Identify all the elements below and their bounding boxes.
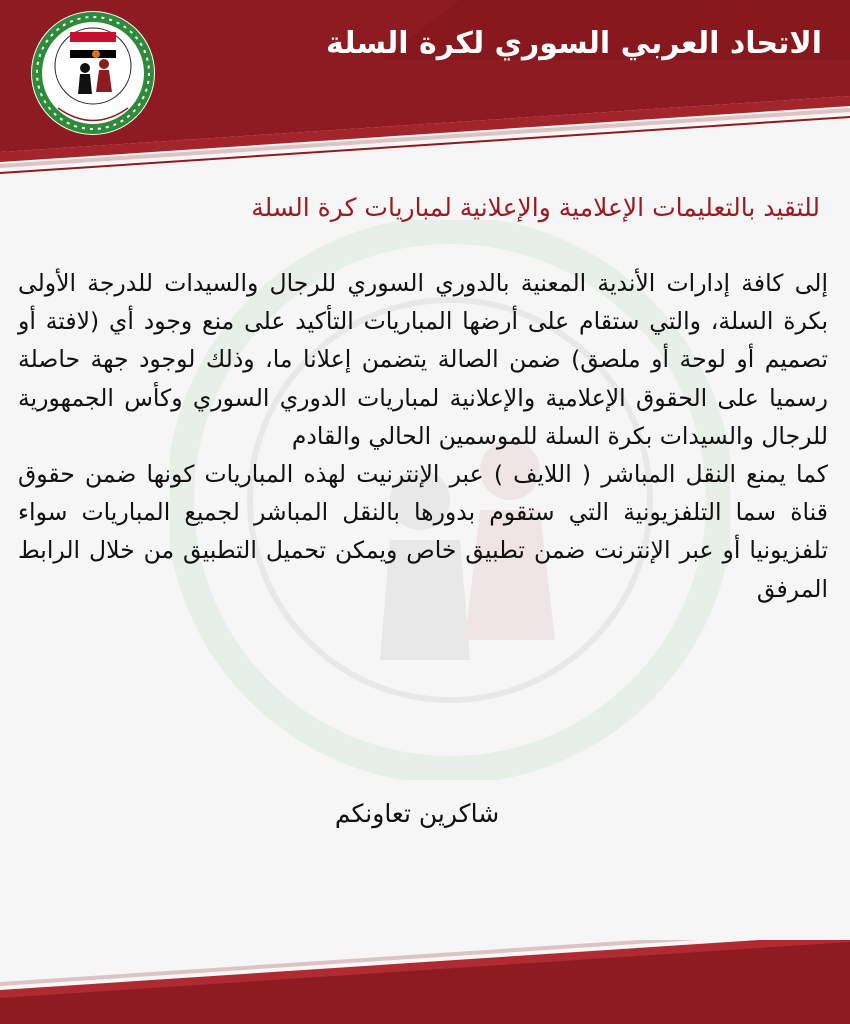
closing-thanks: شاكرين تعاونكم [334,799,500,828]
body-paragraph: إلى كافة إدارات الأندية المعنية بالدوري السوري للرجال والسيدات للدرجة الأولى بكرة السلة، والتي ستقام على أرضها المباريات التأكيد على منع وجود أي (لافتة أو تصميم أو لوحة أو ملصق) ضمن الصالة يتضمن إعلانا ما، وذلك لوجود جهة حاصلة رسميا على الحقوق الإعلامية والإعلانية لمباريات الدوري السوري وكأس الجمهورية للرجال والسيدات بكرة السلة للموسمين الحالي والقادم [18,269,828,450]
announcement-subject: للتقيد بالتعليمات الإعلامية والإعلانية لمباريات كرة السلة [251,193,820,222]
announcement-body [18,264,828,608]
federation-logo [28,8,158,138]
body-paragraph: كما يمنع النقل المباشر ( اللايف ) عبر الإنترنيت لهذه المباريات كونها ضمن حقوق قناة سما التلفزيونية التي ستقوم بدورها بالنقل المباشر لجميع المباريات سواء تلفزيونيا أو عبر الإنترنت ضمن تطبيق خاص ويمكن تحميل التطبيق من خلال الرابط المرفق [18,460,828,603]
footer-banner [0,940,850,1024]
federation-name-title: الاتحاد العربي السوري لكرة السلة [326,26,822,61]
